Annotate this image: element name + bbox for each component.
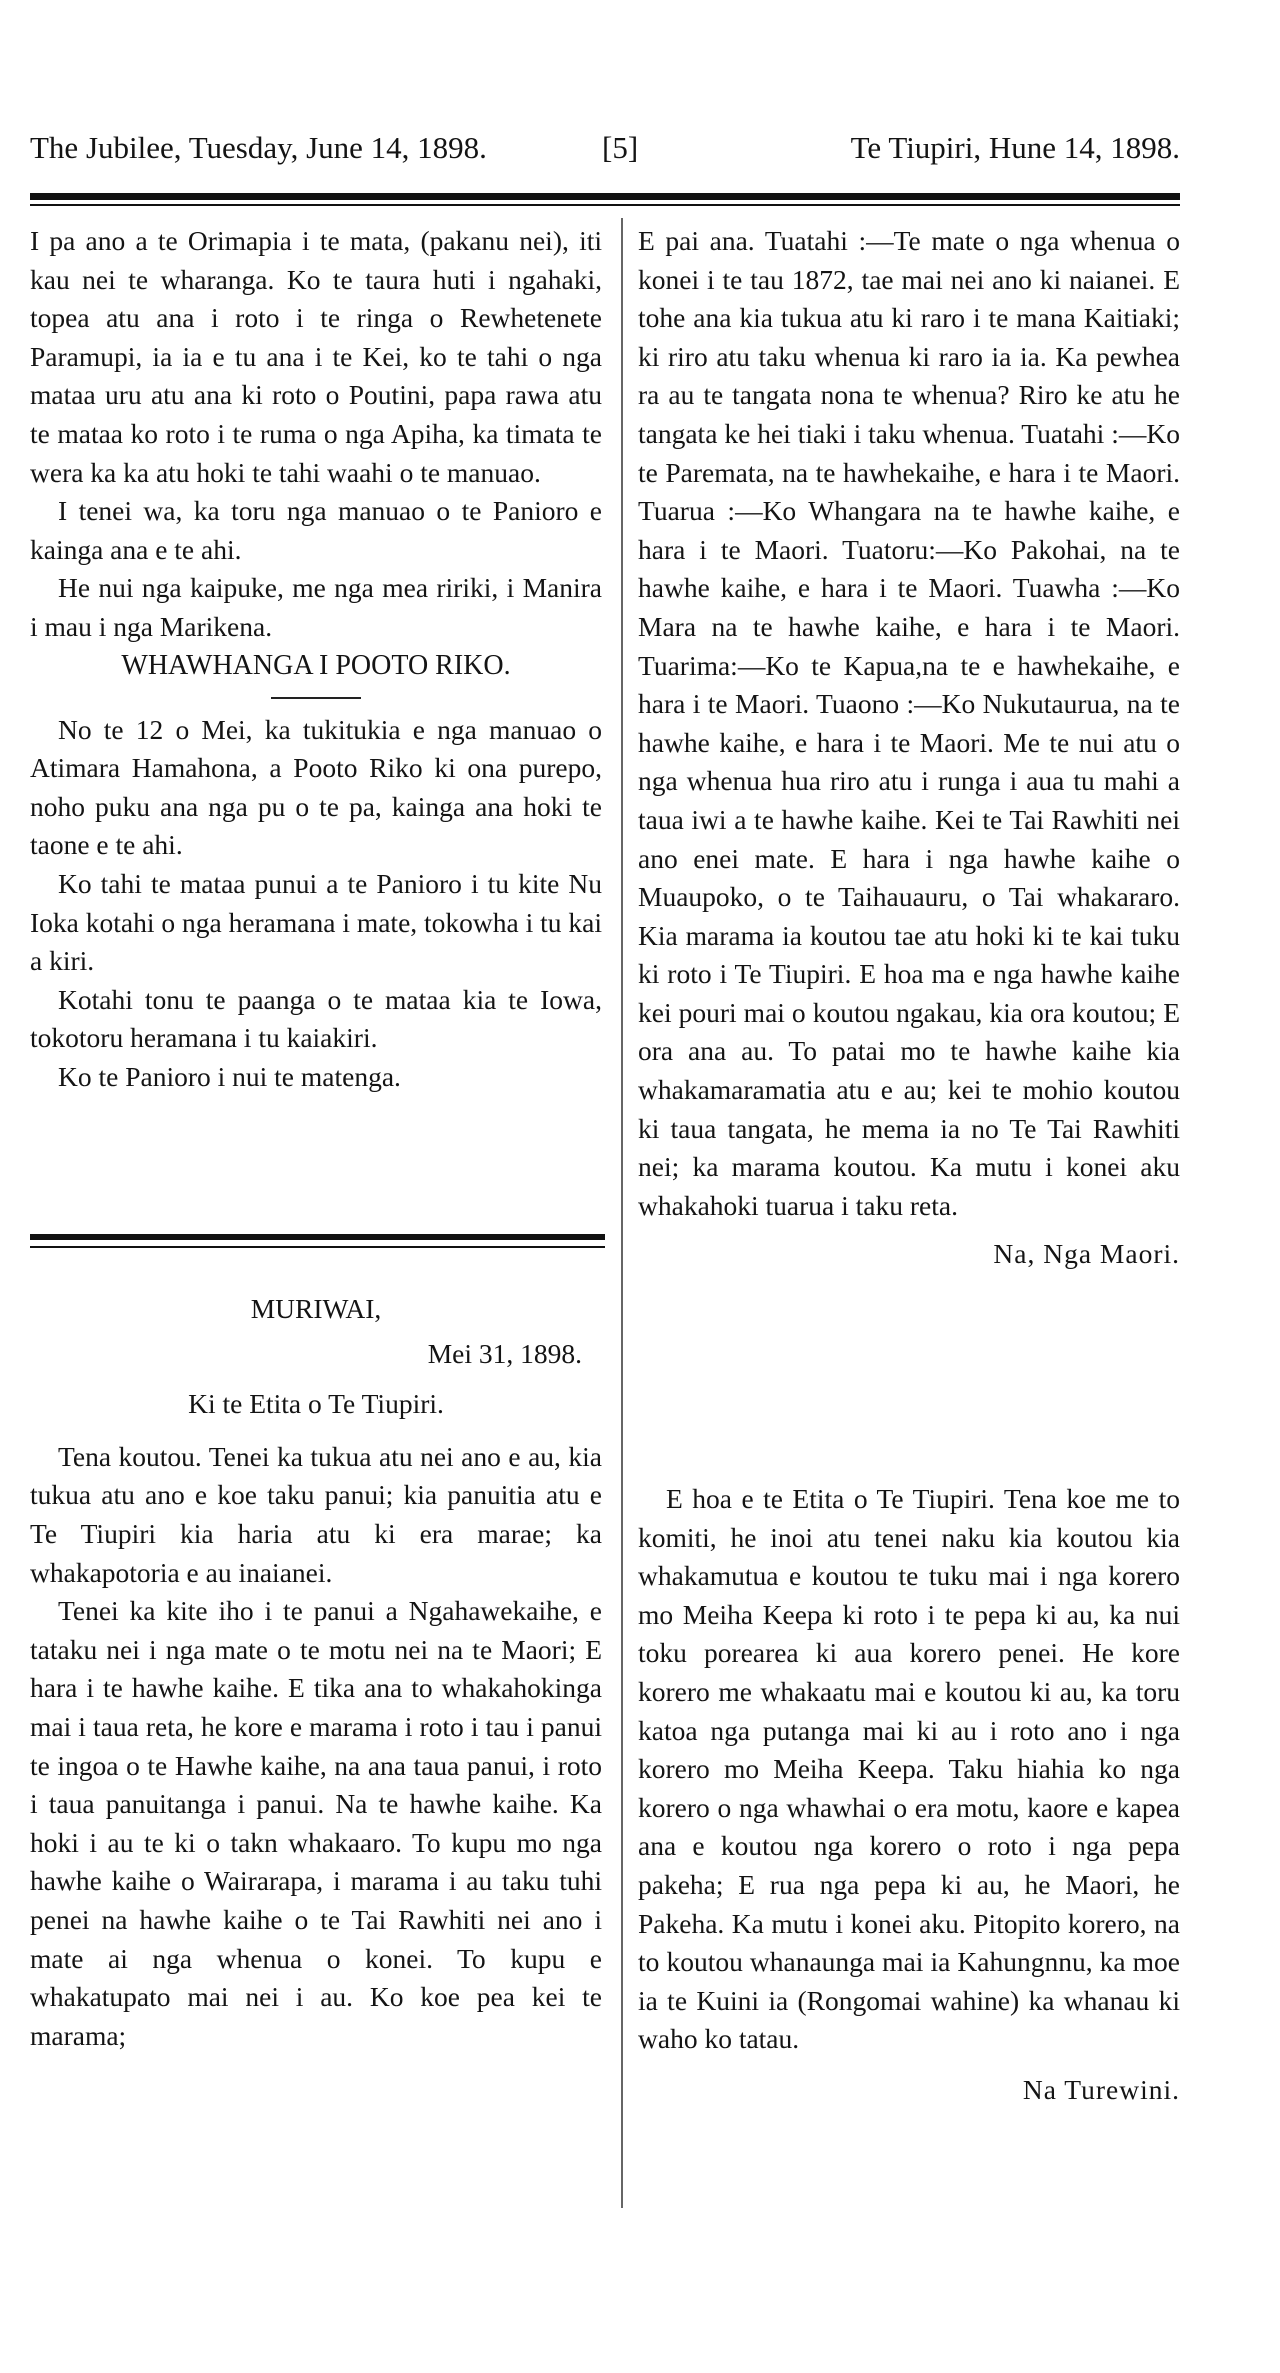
article-paragraph: Tena koutou. Tenei ka tukua atu nei ano e au, kia tukua atu ano e koe taku panui; kia panuitia atu e Te Tiupiri kia haria atu ki era marae; ka whakapotoria e au inaianei. [30,1440,602,1588]
page-header [30,130,1180,180]
article-paragraph: I tenei wa, ka toru nga manuao o te Panioro e kainga ana e te ahi. [30,495,602,565]
signature: Na, Nga Maori. [993,1238,1180,1270]
section-heading: WHAWHANGA I POOTO RIKO. [121,649,511,681]
header-left-title: The Jubilee, Tuesday, June 14, 1898. [30,130,487,165]
header-right-title: Te Tiupiri, Hune 14, 1898. [850,130,1180,165]
letter-salutation: Ki te Etita o Te Tiupiri. [188,1388,444,1420]
short-rule [271,697,361,699]
article-paragraph: Kotahi tonu te paanga o te mataa kia te Iowa, tokotoru heramana i tu kaiakiri. [30,983,602,1054]
letter-place: MURIWAI, [250,1293,382,1324]
column-divider [621,218,623,2208]
article-paragraph: E pai ana. Tuatahi :—Te mate o nga whenua o konei i te tau 1872, tae mai nei ano ki naianei. E tohe ana kia tukua atu ki raro i te mana Kaitiaki; ki riro atu taku whenua ki raro ia ia. Ka pewhea ra au te tangata nona te whenua? Riro ke atu he tangata ke hei tiaki i taku whenua. Tuatahi :—Ko te Paremata, na te hawhekaihe, e hara i te Maori. Tuarua :—Ko Whangara na te hawhe kaihe, e hara i te Maori. Tuatoru:—Ko Pakohai, na te hawhe kaihe, e hara i te Maori. Tuawha :—Ko Mara na te hawhe kaihe, e hara i te Maori. Tuarima:—Ko te Kapua,na te e hawhekaihe, e hara i te Maori. Tuaono :—Ko Nukutaurua, na te hawhe kaihe, e hara i te Maori. Me te nui atu o nga whenua hua riro atu i runga i aua tu mahi a taua iwi a te hawhe kaihe. Kei te Tai Rawhiti nei ano enei mate. E hara i nga hawhe kaihe o Muaupoko, o te Taihauauru, o Tai whakararo. Kia marama ia koutou tae atu hoki ki te kai tuku ki roto i Te Tiupiri. E hoa ma e nga hawhe kaihe kei pouri mai o koutou ngakau, kia ora koutou; E ora ana au. To patai mo te hawhe kaihe kia whakamaramatia atu e au; kei te mohio koutou ki taua tangata, he mema ia no Te Tai Rawhiti nei; ka marama koutou. Ka mutu i konei aku whakahoki tuarua i taku reta. [638,225,1180,1221]
header-rule-thin [30,204,1180,206]
article-paragraph: I pa ano a te Orimapia i te mata, (pakanu nei), iti kau nei te wharanga. Ko te taura huti i ngahaki, topea atu ana i roto i te ringa o Rewhetenete Paramupi, ia ia e tu ana i te Kei, ko te tahi o nga mataa uru atu ana ki roto o Poutini, papa rawa atu te mataa ko roto i te ruma o nga Apiha, ka timata te wera ka ka atu hoki te tahi waahi o te manuao. [30,225,602,488]
article-paragraph: E hoa e te Etita o Te Tiupiri. Tena koe me to komiti, he inoi atu tenei naku kia koutou kia whakamutua e koutou te tuku mai i nga korero mo Meiha Keepa ki roto i te pepa ki au, ka nui toku porearea ki aua korero penei. He kore korero me whakaatu mai e koutou ki au, ka toru katoa nga putanga mai ki au i roto ano i nga korero mo Meiha Keepa. Taku hiahia ko nga korero o nga whawhai o era motu, kaore e kapea ana e koutou nga korero o roto i nga pepa pakeha; E rua nga pepa ki au, he Maori, he Pakeha. Ka mutu i konei aku. Pitopito korero, na to koutou whanaunga mai ia Kahungnnu, ka moe ia te Kuini ia (Rongomai wahine) ka whanau ki waho ko tatau. [638,1483,1180,2055]
section-separator-thin [30,1246,605,1248]
article-paragraph: Tenei ka kite iho i te panui a Ngahawekaihe, e tataku nei i nga mate o te motu nei na te Maori; E hara i te hawhe kaihe. E tika ana to whakahokinga mai i taua reta, he kore e marama i roto i tau i panui te ingoa o te Hawhe kaihe, na ana taua panui, i roto i taua panuitanga i panui. Na te hawhe kaihe. Ka hoki i au te ki o takn whakaaro. To kupu mo nga hawhe kaihe o Wairarapa, i marama i au taku tuhi penei na hawhe kaihe o te Tai Rawhiti nei ano i mate ai nga whenua o konei. To kupu e whakatupato mai nei i au. Ko koe pea kei te marama; [30,1595,602,2051]
header-rule-thick [30,193,1180,200]
right-column-bottom [638,1480,1180,2110]
article-paragraph: He nui nga kaipuke, me nga mea ririki, i Manira i mau i nga Marikena. [30,572,602,642]
letter-date: Mei 31, 1898. [427,1337,582,1369]
article-paragraph: No te 12 o Mei, ka tukitukia e nga manuao o Atimara Hamahona, a Pooto Riko ki ona purepo, noho puku ana nga pu o te pa, kainga ana hoki te taone e te ahi. [30,713,602,861]
article-paragraph: Ko te Panioro i nui te matenga. [58,1060,401,1092]
section-separator-thick [30,1234,605,1240]
page-number: [5] [602,130,639,165]
right-column-top [638,222,1180,1274]
left-column-bottom [30,1290,602,2055]
signature: Na Turewini. [1022,2073,1180,2105]
left-column-top [30,222,602,1096]
article-paragraph: Ko tahi te mataa punui a te Panioro i tu kite Nu Ioka kotahi o nga heramana i mate, tokowha i tu kai a kiri. [30,867,602,977]
